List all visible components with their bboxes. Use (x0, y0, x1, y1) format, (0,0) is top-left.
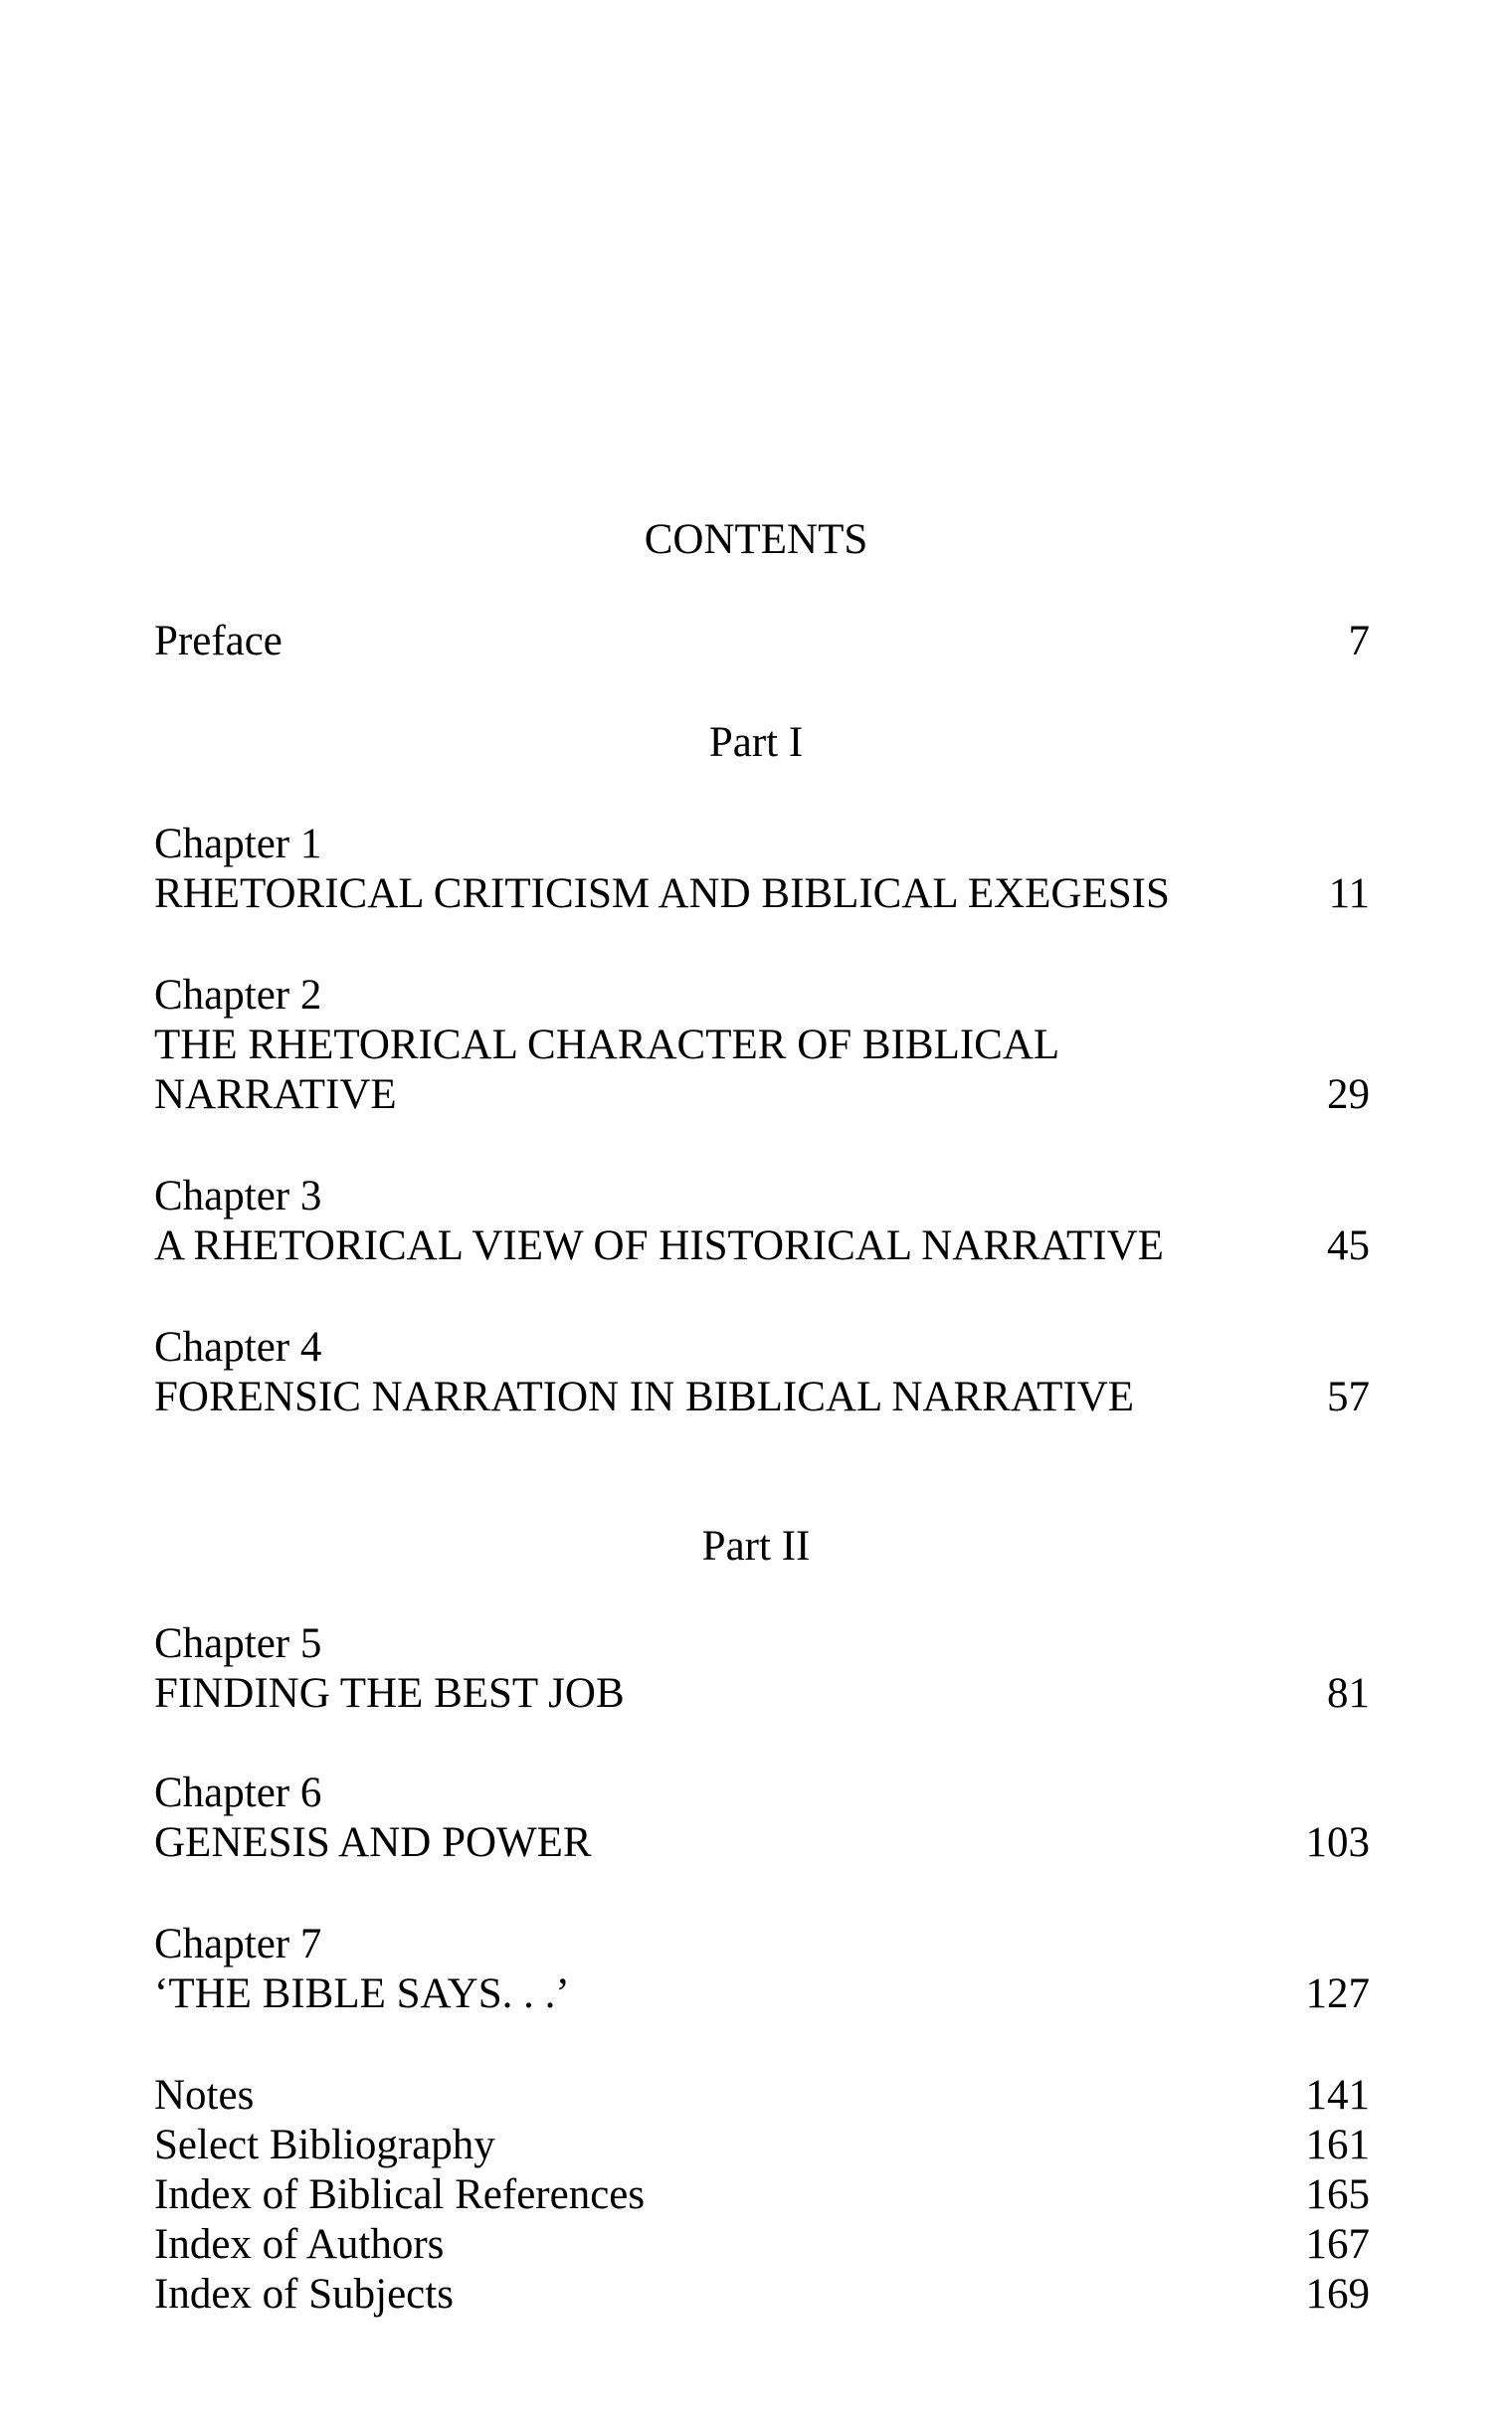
toc-page-number: 57 (1327, 1374, 1370, 1420)
toc-entry-bibliography[interactable] (154, 2121, 1370, 2170)
toc-page-number: 165 (1305, 2171, 1370, 2218)
toc-entry-title: FINDING THE BEST JOB (154, 1670, 625, 1717)
toc-entry-title: NARRATIVE (154, 1071, 397, 1118)
part-heading: Part I (708, 719, 804, 766)
toc-entry-title: RHETORICAL CRITICISM AND BIBLICAL EXEGESIS (154, 870, 1170, 917)
chapter-number (154, 1769, 1370, 1818)
chapter-label: Chapter 1 (154, 821, 322, 867)
toc-page-number: 141 (1305, 2072, 1370, 2119)
toc-page-number: 11 (1328, 870, 1370, 917)
chapter-label: Chapter 5 (154, 1620, 322, 1667)
toc-entry-chapter-4[interactable] (154, 1323, 1370, 1422)
toc-entry-chapter-2[interactable] (154, 971, 1370, 1120)
back-matter-list (154, 2071, 1370, 2320)
toc-entry-title: Preface (154, 618, 283, 664)
toc-entry-chapter-3[interactable] (154, 1172, 1370, 1271)
toc-line (154, 1669, 1370, 1719)
toc-entry-title: THE RHETORICAL CHARACTER OF BIBLICAL (154, 1022, 1060, 1068)
chapter-label: Chapter 3 (154, 1173, 322, 1219)
toc-entry-chapter-5[interactable] (154, 1619, 1370, 1719)
toc-line (154, 1070, 1370, 1120)
toc-entry-title: FORENSIC NARRATION IN BIBLICAL NARRATIVE (154, 1374, 1135, 1420)
toc-line (154, 1373, 1370, 1422)
chapter-label: Chapter 7 (154, 1921, 322, 1967)
toc-entry-title: Notes (154, 2072, 255, 2119)
toc-line (154, 1021, 1370, 1070)
toc-entry-index-biblical[interactable] (154, 2170, 1370, 2220)
toc-page-number: 81 (1327, 1670, 1370, 1717)
chapter-label: Chapter 2 (154, 972, 322, 1019)
toc-entry-notes[interactable] (154, 2071, 1370, 2121)
chapter-number (154, 1172, 1370, 1221)
part-heading: Part II (701, 1523, 811, 1570)
toc-line (154, 617, 1370, 666)
chapter-number (154, 971, 1370, 1021)
toc-entry-title: Index of Biblical References (154, 2171, 646, 2218)
toc-entry-chapter-6[interactable] (154, 1769, 1370, 1868)
toc-page-number: 127 (1305, 1970, 1370, 2017)
toc-page-number: 161 (1305, 2122, 1370, 2168)
toc-entry-title: ‘THE BIBLE SAYS. . .’ (154, 1970, 570, 2017)
toc-entry-chapter-7[interactable] (154, 1920, 1370, 2019)
contents-title: CONTENTS (644, 516, 868, 563)
toc-line (154, 1221, 1370, 1271)
toc-entry-title: Select Bibliography (154, 2122, 495, 2168)
chapter-number (154, 1323, 1370, 1373)
toc-page-number: 45 (1327, 1222, 1370, 1269)
toc-entry-chapter-1[interactable] (154, 820, 1370, 919)
chapter-number (154, 820, 1370, 869)
toc-entry-title: GENESIS AND POWER (154, 1819, 592, 1866)
chapter-number (154, 1619, 1370, 1669)
toc-page-number: 169 (1305, 2271, 1370, 2318)
toc-entry-title: Index of Authors (154, 2221, 445, 2268)
toc-entry-index-subjects[interactable] (154, 2270, 1370, 2320)
toc-line (154, 1969, 1370, 2019)
toc-entry-title: A RHETORICAL VIEW OF HISTORICAL NARRATIVE (154, 1222, 1164, 1269)
toc-entry-title: Index of Subjects (154, 2271, 454, 2318)
toc-entry-index-authors[interactable] (154, 2220, 1370, 2270)
toc-page-number: 103 (1305, 1819, 1370, 1866)
toc-entry-preface[interactable] (154, 617, 1370, 666)
toc-line (154, 869, 1370, 919)
chapter-number (154, 1920, 1370, 1969)
toc-line (154, 1818, 1370, 1868)
chapter-label: Chapter 6 (154, 1770, 322, 1816)
toc-page-number: 167 (1305, 2221, 1370, 2268)
chapter-label: Chapter 4 (154, 1324, 322, 1371)
toc-page-number: 29 (1327, 1071, 1370, 1118)
toc-page-number: 7 (1348, 618, 1370, 664)
